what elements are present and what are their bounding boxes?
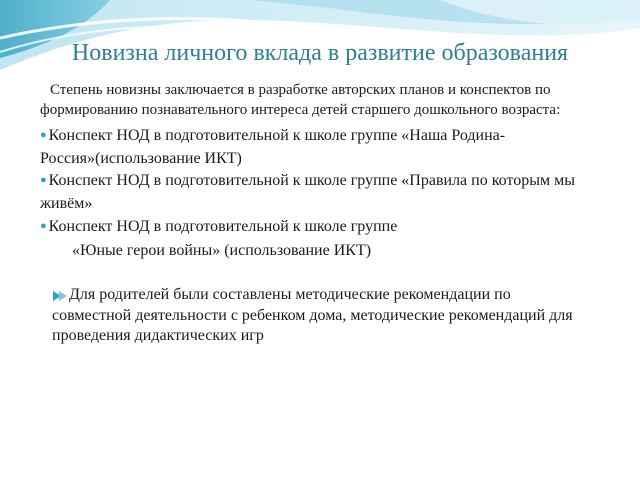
bullet-dot-icon: ● (40, 220, 47, 232)
slide-title: Новизна личного вклада в развитие образования (71, 40, 569, 66)
bullet-item (40, 169, 626, 215)
bullet-dot-icon: ● (40, 174, 47, 186)
intro-paragraph: Степень новизны заключается в разработке авторских планов и конспектов по формированию познавательного интереса детей старшего дошкольного возраста: (40, 82, 561, 118)
parents-note-text: Для родителей были составлены методические рекомендации по совместной деятельности с ребенком дома, методические рекомендаций для проведения дидактических игр (52, 286, 573, 344)
bullet-continuation: «Юные герои войны» (использование ИКТ) (72, 242, 372, 259)
bullet-dot-icon: ● (40, 129, 47, 141)
bullet-text: Конспект НОД в подготовительной к школе группе «Правила по которым мы живём» (40, 172, 575, 212)
bullet-text: Конспект НОД в подготовительной к школе группе (48, 218, 398, 235)
parents-note (52, 285, 592, 347)
arrow-bullet-icon (52, 289, 68, 303)
bullet-item (40, 124, 626, 170)
bullet-item (40, 215, 626, 238)
bullet-text: Конспект НОД в подготовительной к школе группе «Наша Родина-Россия»(использование ИКТ) (40, 127, 506, 167)
